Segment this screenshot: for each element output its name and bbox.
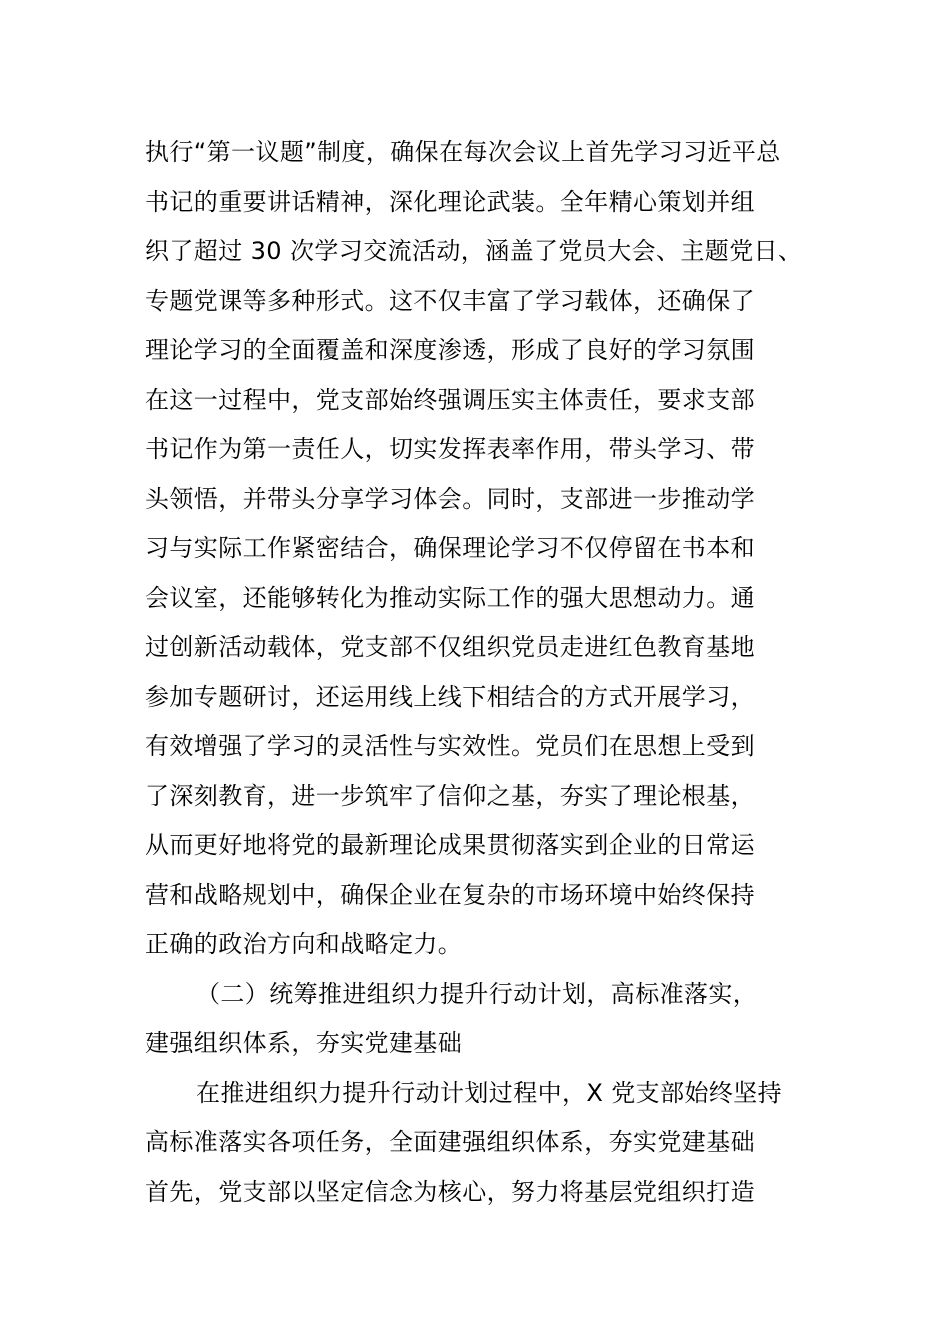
paragraph-line: 会议室，还能够转化为推动实际工作的强大思想动力。通 — [145, 584, 755, 612]
paragraph-line: 过创新活动载体，党支部不仅组织党员走进红色教育基地 — [145, 633, 755, 661]
paragraph-line: 在这一过程中，党支部始终强调压实主体责任，要求支部 — [145, 386, 755, 414]
paragraph-line: 高标准落实各项任务，全面建强组织体系，夯实党建基础 — [145, 1128, 755, 1156]
paragraph-line: 有效增强了学习的灵活性与实效性。党员们在思想上受到 — [145, 732, 755, 760]
paragraph-line: 织了超过 30 次学习交流活动，涵盖了党员大会、主题党日、 — [145, 237, 803, 265]
paragraph-line: 首先，党支部以坚定信念为核心，努力将基层党组织打造 — [145, 1178, 755, 1206]
paragraph-line: 执行“第一议题”制度，确保在每次会议上首先学习习近平总 — [145, 138, 781, 166]
paragraph-line: 营和战略规划中，确保企业在复杂的市场环境中始终保持 — [145, 881, 755, 909]
section-heading-line: （二）统筹推进组织力提升行动计划，高标准落实， — [196, 980, 758, 1008]
paragraph-line: 正确的政治方向和战略定力。 — [145, 930, 463, 958]
paragraph-line: 专题党课等多种形式。这不仅丰富了学习载体，还确保了 — [145, 287, 755, 315]
paragraph-line: 在推进组织力提升行动计划过程中，X 党支部始终坚持 — [196, 1079, 783, 1107]
paragraph-line: 头领悟，并带头分享学习体会。同时，支部进一步推动学 — [145, 485, 755, 513]
section-heading-line: 建强组织体系，夯实党建基础 — [145, 1029, 463, 1057]
paragraph-line: 了深刻教育，进一步筑牢了信仰之基，夯实了理论根基， — [145, 782, 755, 810]
paragraph-line: 习与实际工作紧密结合，确保理论学习不仅停留在书本和 — [145, 534, 755, 562]
paragraph-line: 书记的重要讲话精神，深化理论武装。全年精心策划并组 — [145, 188, 755, 216]
paragraph-line: 理论学习的全面覆盖和深度渗透，形成了良好的学习氛围 — [145, 336, 755, 364]
paragraph-line: 从而更好地将党的最新理论成果贯彻落实到企业的日常运 — [145, 831, 755, 859]
paragraph-line: 参加专题研讨，还运用线上线下相结合的方式开展学习， — [145, 683, 755, 711]
paragraph-line: 书记作为第一责任人，切实发挥表率作用，带头学习、带 — [145, 435, 755, 463]
